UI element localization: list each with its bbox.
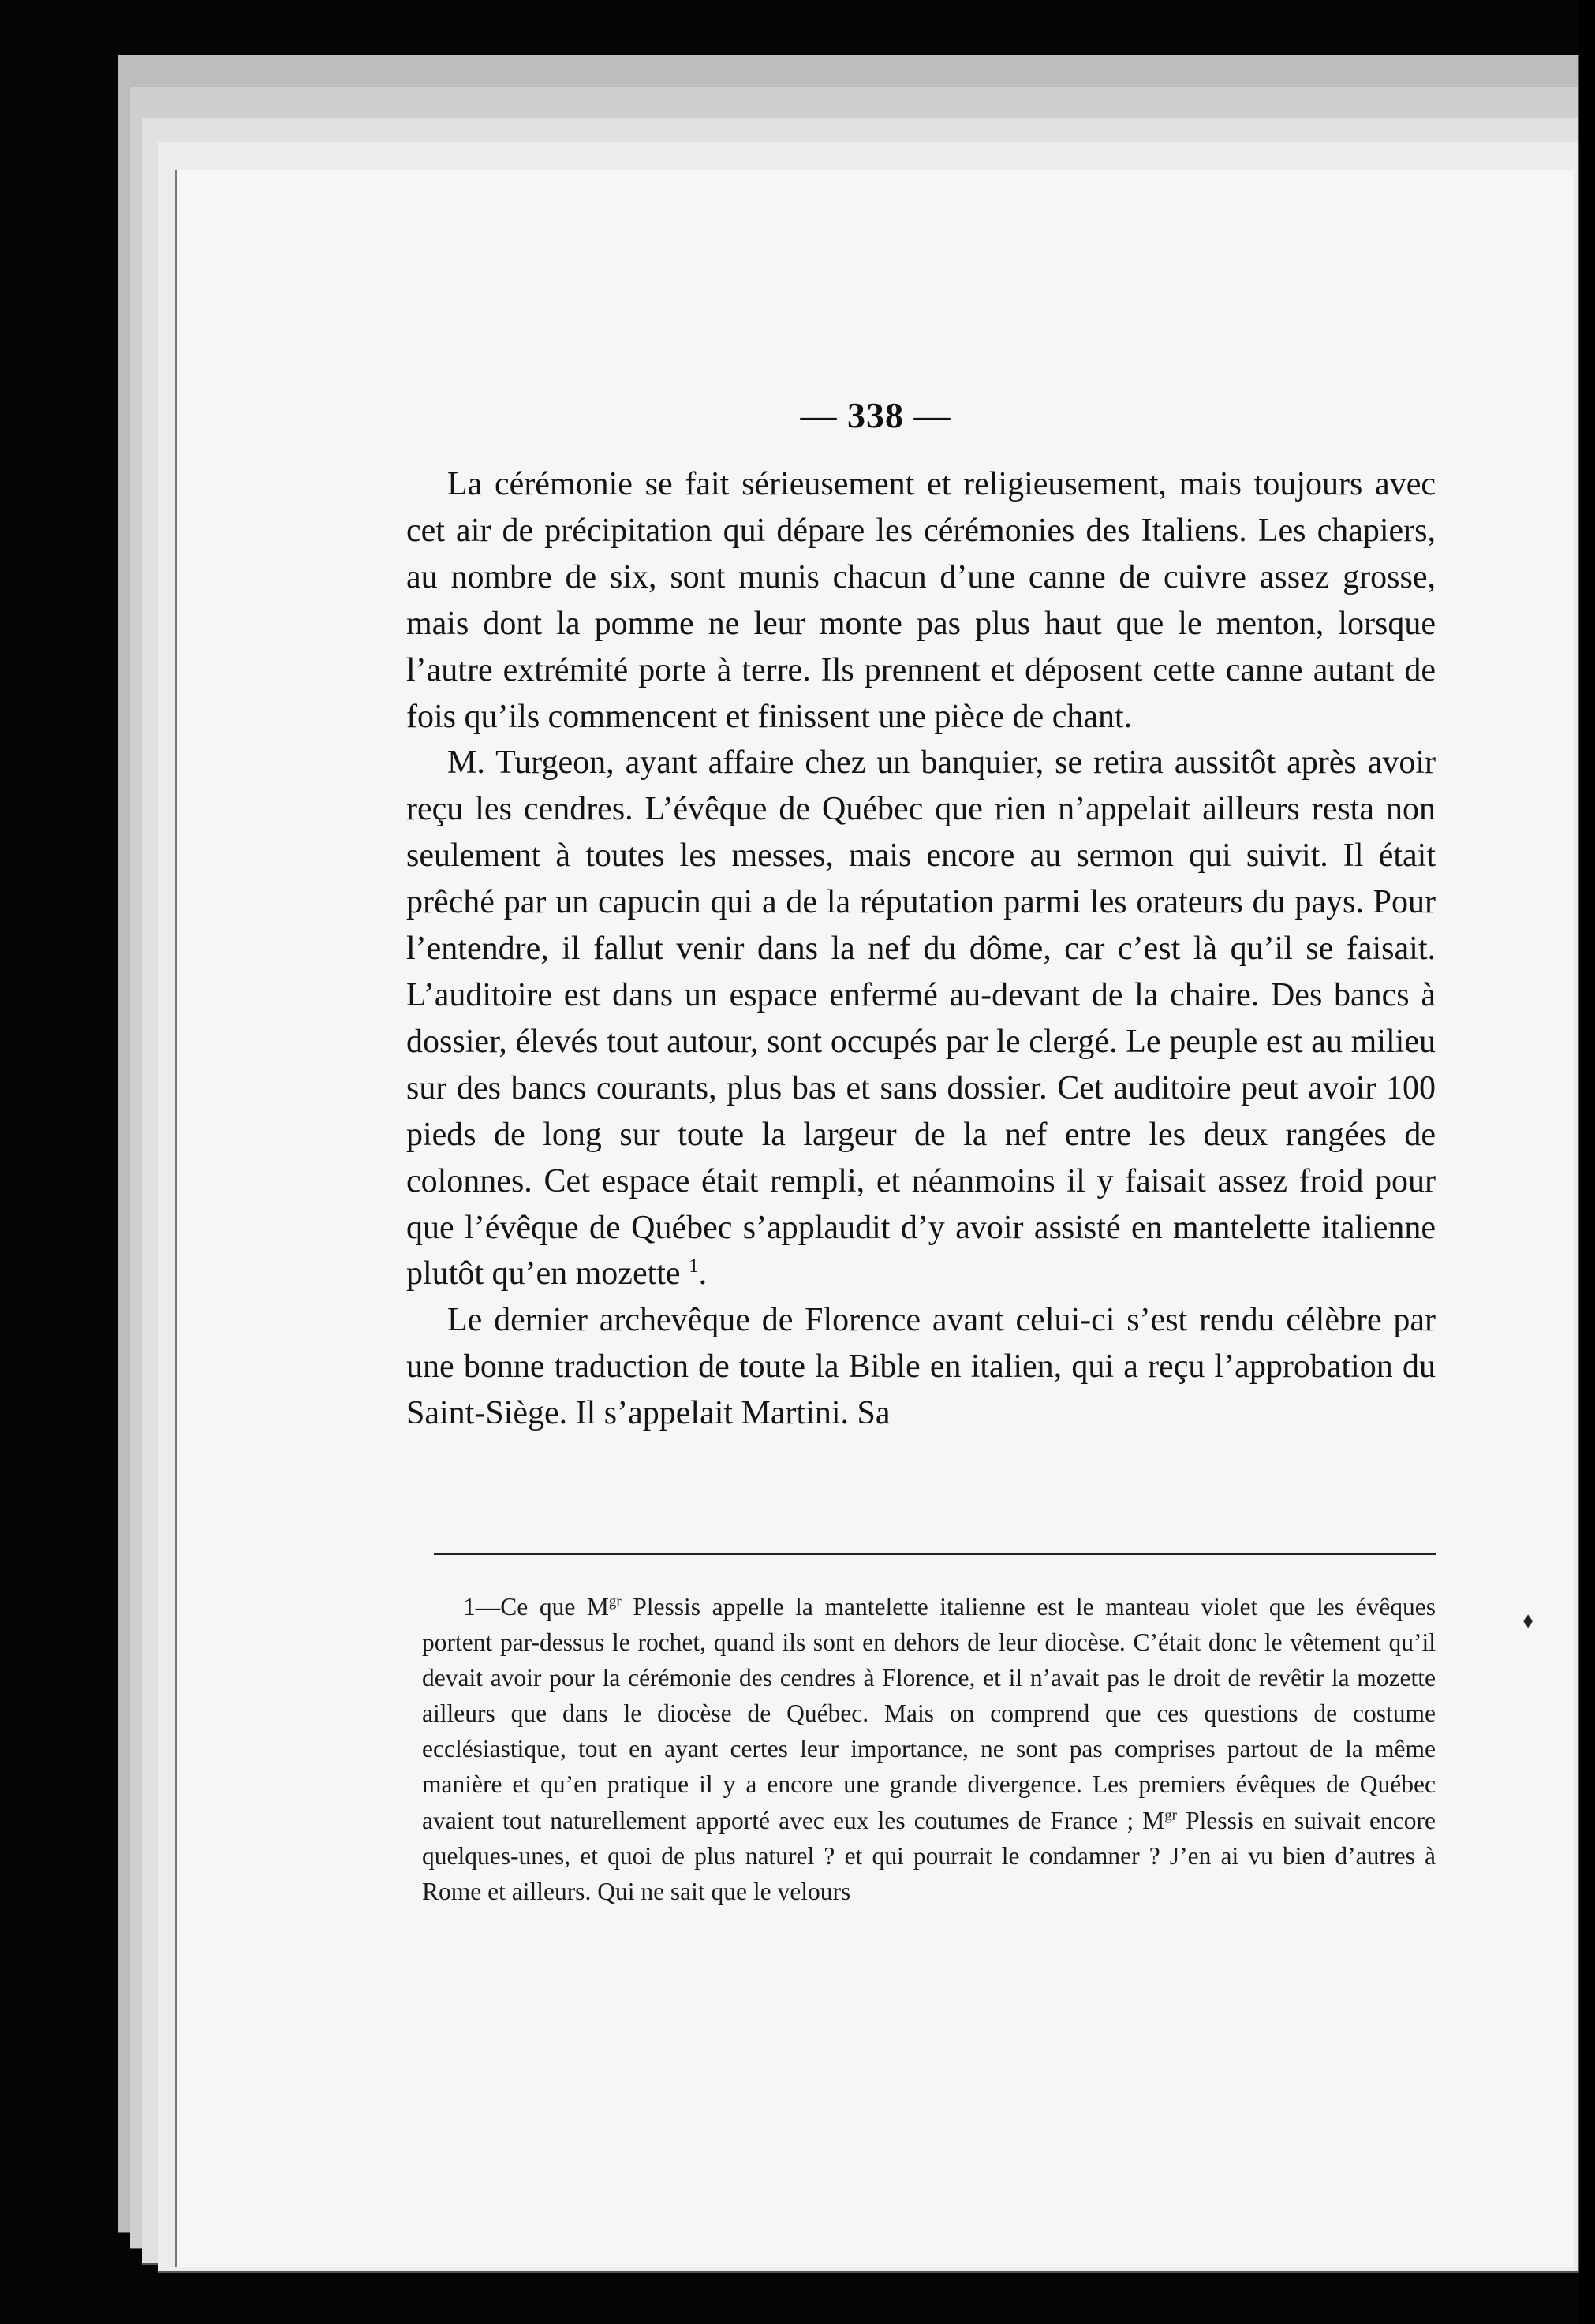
footnote-paragraph: [422, 1589, 1436, 1909]
footnote-text-c: Plessis en suivait encore quelques-unes, et quoi de plus naturel ? et qui pourrait le condamner ? J’en ai vu bien d’autres à Rome et ailleurs. Qui ne sait que le velours: [422, 1806, 1436, 1905]
footnote-label: 1—: [463, 1593, 501, 1621]
footnote: [422, 1589, 1436, 1909]
paragraph-2-text: M. Turgeon, ayant affaire chez un banquier, se retira aussitôt après avoir reçu les cendres. L’évêque de Québec que rien n’appelait ailleurs resta non seulement à toutes les messes, mais encore au sermon qui suivit. Il était prêché par un capucin qui a de la réputation parmi les orateurs du pays. Pour l’entendre, il fallut venir dans la nef du dôme, car c’est là qu’il se faisait. L’auditoire est dans un espace enfermé au-devant de la chaire. Des bancs à dossier, élevés tout autour, sont occupés par le clergé. Le peuple est au milieu sur des bancs courants, plus bas et sans dossier. Cet auditoire peut avoir 100 pieds de long sur toute la largeur de la nef entre les deux rangées de colonnes. Cet espace était rempli, et néanmoins il y faisait assez froid pour que l’évêque de Québec s’applaudit d’y avoir assisté en mantelette italienne plutôt qu’en mozette: [406, 744, 1436, 1293]
paragraph-2: [406, 740, 1436, 1297]
paragraph-1: La cérémonie se fait sérieusement et religieusement, mais toujours avec cet air de précipitation qui dépare les cérémonies des Italiens. Les chapiers, au nombre de six, sont munis chacun d’une canne de cuivre assez grosse, mais dont la pomme ne leur monte pas plus haut que le menton, lorsque l’autre extrémité porte à terre. Ils prennent et déposent cette canne autant de fois qu’ils commencent et finissent une pièce de chant.: [406, 466, 1436, 735]
footnote-divider: [434, 1553, 1436, 1555]
footnote-text-a: Ce que M: [500, 1593, 609, 1621]
page-number: — 338 —: [800, 395, 951, 435]
footnote-text-b: Plessis appelle la mantelette italienne est le manteau violet que les évêques portent par-dessus le rochet, quand ils sont en dehors de leur diocèse. C’était donc le vêtement qu’il devait avoir pour la cérémonie des cendres à Florence, et il n’avait pas le droit de revêtir la mozette ailleurs que dans le diocèse de Québec. Mais on comprend que ces questions de costume ecclésiastique, tout en ayant certes leur importance, ne sont pas comprises partout de la même manière et qu’en pratique il y a encore une grande divergence. Les premiers évêques de Québec avaient tout naturellement apporté avec eux les coutumes de France ; M: [422, 1593, 1436, 1834]
body-text: [406, 461, 1436, 1437]
margin-mark-icon: ♦: [1522, 1609, 1534, 1633]
paragraph-2-end: .: [698, 1255, 708, 1293]
footnote-msgr-sup-2: gr: [1164, 1807, 1177, 1824]
paragraph-3: Le dernier archevêque de Florence avant celui-ci s’est rendu célèbre par une bonne traduction de toute la Bible en italien, qui a reçu l’approbation du Saint-Siège. Il s’appelait Martini. Sa: [406, 1302, 1436, 1432]
footnote-msgr-sup: gr: [608, 1593, 622, 1610]
scan-right-edge: [1579, 0, 1595, 2324]
book-page: [177, 170, 1574, 2267]
footnote-reference[interactable]: 1: [689, 1255, 699, 1278]
